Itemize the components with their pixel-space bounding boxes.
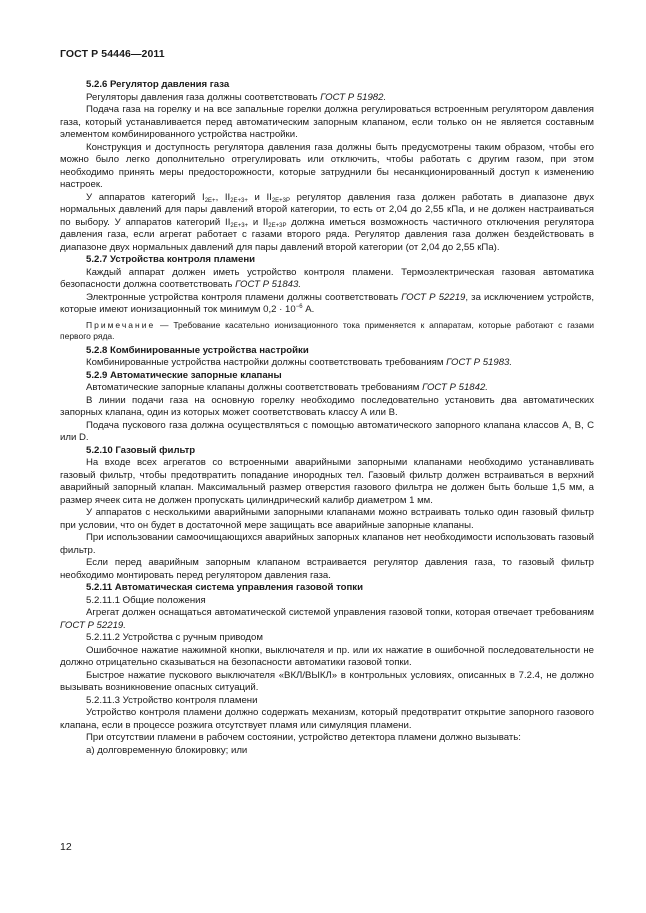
note: Примечание — Требование касательно ионизационного тока применяется к аппаратам, которые работают с газами первого ряда. (60, 319, 594, 341)
paragraph: Автоматические запорные клапаны должны соответствовать требованиям ГОСТ Р 51842. (86, 382, 488, 393)
paragraph: Устройство контроля пламени должно содержать механизм, который предотвратит открытие запорного газового клапана, если в процессе розжига отсутствует пламя или симуляция пламени. (60, 707, 594, 731)
paragraph: В линии подачи газа на основную горелку необходимо последовательно установить два автоматических запорных клапана, один из которых может соответствовать классу А или В. (60, 394, 594, 418)
section-heading: 5.2.8 Комбинированные устройства настройки (86, 344, 309, 356)
paragraph: Каждый аппарат должен иметь устройство контроля пламени. Термоэлектрическая газовая автоматика безопасности должна соответствовать ГОСТ Р 51843. (60, 266, 594, 290)
paragraph: Подача газа на горелку и на все запальные горелки должна регулироваться встроенным регулятором давления газа, который устанавливается перед автоматическим запорным клапаном, если только он не является составным элементом комбинированного устройства настройки. (60, 104, 594, 140)
paragraph: Регуляторы давления газа должны соответствовать ГОСТ Р 51982. (86, 91, 387, 103)
subsection-heading: 5.2.11.3 Устройство контроля пламени (86, 694, 258, 706)
standard-reference: ГОСТ Р 52219 (401, 291, 466, 303)
paragraph: У аппаратов с несколькими аварийными запорными клапанами можно встраивать только один газовый фильтр при условии, что он будет в достаточной мере защищать все аварийные запорные клапаны. (60, 507, 594, 531)
paragraph: Если перед аварийным запорным клапаном встраивается регулятор давления газа, то газовый фильтр необходимо монтировать перед регулятором давления газа. (60, 557, 594, 581)
paragraph: Агрегат должен оснащаться автоматической системой управления газовой топки, которая отвечает требованиям ГОСТ Р 52219. (60, 607, 594, 631)
standard-reference: ГОСТ Р 51983. (446, 357, 513, 368)
standard-reference: ГОСТ Р 51843. (235, 279, 301, 290)
paragraph: Подача пускового газа должна осуществляться с помощью автоматического запорного клапана классов А, В, С или D. (60, 419, 594, 443)
section-heading: 5.2.11 Автоматическая система управления газовой топки (86, 582, 363, 593)
standard-reference: ГОСТ Р 52219. (60, 619, 126, 631)
page-number: 12 (60, 841, 72, 853)
paragraph: Конструкция и доступность регулятора давления газа должны быть предусмотрены таким образом, чтобы его можно было легко дополнительно отрегулировать или отключить, чтобы работать с другим газом, при этом необходимо принять меры предосторожности, которые затруднили бы несанкционированный доступ к изменению настроек. (60, 141, 594, 190)
paragraph: При отсутствии пламени в рабочем состоянии, устройство детектора пламени должно вызывать: (86, 732, 521, 743)
list-item: а) долговременную блокировку; или (86, 744, 248, 756)
paragraph: На входе всех агрегатов со встроенными аварийными запорными клапанами необходимо устанавливать газовый фильтр, чтобы предотвратить попадание инородных тел. Газовый фильтр должен встраиваться в верхний аварийный запорный клапан. Максимальный размер отверстия газового фильтра не должен быть больше 1,5 мм, а размер ячеек сита не должен пропускать цилиндрический калибр диаметром 1 мм. (60, 457, 594, 506)
section-heading: 5.2.6 Регулятор давления газа (86, 79, 230, 90)
section-heading: 5.2.7 Устройства контроля пламени (86, 254, 256, 265)
document-header: ГОСТ Р 54446—2011 (60, 48, 165, 60)
note-label: Примечание (86, 319, 156, 330)
section-heading: 5.2.9 Автоматические запорные клапаны (86, 369, 282, 381)
subsection-heading: 5.2.11.2 Устройства с ручным приводом (86, 632, 263, 643)
paragraph: Быстрое нажатие пускового выключателя «ВКЛ/ВЫКЛ» в контрольных условиях, описанных в 7.2.4, не должно вызывать возникновение опасных ситуаций. (60, 669, 594, 693)
paragraph: У аппаратов категорий $I_{2E+}$, $II_{2E+3+}$ и $II_{2E+3P}$ регулятор давления газа должен работать в диапазоне двух нормальных давлений для пары давлений второй категории, то есть от 2,04 до 2,55 кПа, и не должен настраиваться по выбору. У аппаратов категорий $II_{2E+3+}$ и $II_{2E+3P}$ должна иметься возможность частичного отключения регулятора давления газа, если агрегат работает с газами второго ряда. Регулятор давления газа должен бездействовать в диапазоне двух нормальных давлений для пары давлений второй категории (от 2,04 до 2,55 кПа). (60, 191, 594, 253)
paragraph: Электронные устройства контроля пламени должны соответствовать ГОСТ Р 52219, за исключением устройств, которые имеют ионизационный ток минимум $0,2 \cdot 10^{-6}$ А. (60, 291, 594, 315)
standard-reference: ГОСТ Р 51842. (422, 382, 488, 393)
paragraph: Ошибочное нажатие нажимной кнопки, выключателя и пр. или их нажатие в ошибочной последовательности не должно отрицательно сказываться на безопасности автоматики газовой топки. (60, 644, 594, 668)
subsection-heading: 5.2.11.1 Общие положения (86, 594, 206, 606)
standard-reference: ГОСТ Р 51982. (320, 91, 387, 103)
paragraph: Комбинированные устройства настройки должны соответствовать требованиям ГОСТ Р 51983. (86, 357, 513, 368)
section-heading: 5.2.10 Газовый фильтр (86, 444, 196, 456)
paragraph: При использовании самоочищающихся аварийных запорных клапанов нет необходимости использовать газовый фильтр. (60, 532, 594, 556)
page-body (60, 79, 594, 757)
